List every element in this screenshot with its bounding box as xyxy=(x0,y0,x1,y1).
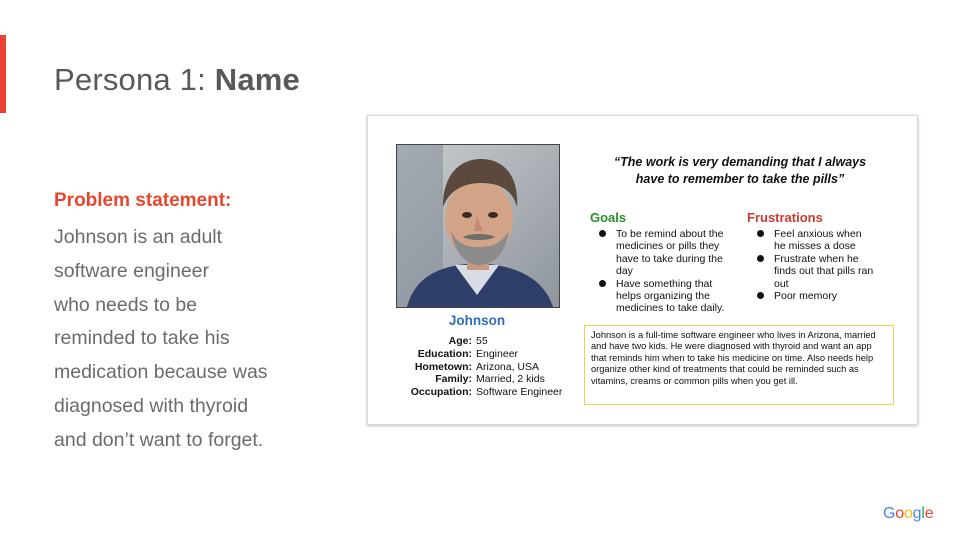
portrait-photo-icon xyxy=(396,144,560,308)
quote-line: “The work is very demanding that I always xyxy=(613,155,867,169)
problem-line: software engineer xyxy=(54,259,210,282)
problem-line: reminded to take his xyxy=(54,327,230,350)
problem-line: and don’t want to forget. xyxy=(54,428,264,451)
fact-row xyxy=(388,386,562,399)
slide-title xyxy=(54,62,300,98)
persona-card xyxy=(367,115,918,425)
logo-letter: o xyxy=(903,505,913,522)
fact-value: Arizona, USA xyxy=(476,360,540,373)
logo-letter: e xyxy=(924,505,934,522)
logo-letter: l xyxy=(921,505,925,522)
problem-line: medication because was xyxy=(54,361,268,384)
logo-letter: G xyxy=(883,505,896,522)
fact-label: Family: xyxy=(435,373,472,386)
persona-quote xyxy=(590,154,890,187)
logo-letter: g xyxy=(912,505,922,522)
accent-bar xyxy=(0,35,6,113)
fact-value: 55 xyxy=(476,335,488,347)
fact-value: Married, 2 kids xyxy=(476,373,545,386)
problem-line: who needs to be xyxy=(54,293,198,316)
goals-heading: Goals xyxy=(590,210,627,225)
fact-row xyxy=(388,348,562,361)
frustration-item: Frustrate when he finds out that pills ran out xyxy=(756,253,876,290)
fact-label: Occupation: xyxy=(410,386,472,399)
fact-label: Age: xyxy=(448,335,472,347)
fact-label: Education: xyxy=(417,347,472,360)
frustration-item: Feel anxious when he misses a dose xyxy=(756,228,876,253)
fact-row xyxy=(388,361,562,374)
frustrations-heading: Frustrations xyxy=(747,210,823,225)
fact-label: Hometown: xyxy=(414,360,472,373)
problem-line: Johnson is an adult xyxy=(54,226,223,248)
fact-row xyxy=(388,335,562,348)
quote-line: have to remember to take the pills” xyxy=(635,171,845,186)
portrait-illustration xyxy=(397,145,559,307)
goals-list xyxy=(598,228,728,315)
fact-value: Engineer xyxy=(476,347,519,360)
frustration-item: Poor memory xyxy=(756,290,876,302)
goal-item: To be remind about the medicines or pills they have to take during the day xyxy=(598,228,728,278)
persona-facts xyxy=(388,335,562,399)
fact-row xyxy=(388,373,562,386)
problem-statement-text xyxy=(54,221,294,458)
google-logo xyxy=(883,505,933,523)
goal-item: Have something that helps organizing the medicines to take daily. xyxy=(598,278,728,315)
title-name: Name xyxy=(214,62,300,97)
title-prefix: Persona 1: xyxy=(54,62,206,97)
persona-bio: Johnson is a full-time software engineer who lives in Arizona, married and have two kids. He were diagnosed with thyroid and want an app that reminds him when to take his medicine on time. Also needs help organize other kind of treatments that could be reminded such as vitamins, creams or common pills when you get ill. xyxy=(584,325,894,405)
persona-name: Johnson xyxy=(448,313,506,328)
logo-letter: o xyxy=(895,505,904,522)
fact-value: Software Engineer xyxy=(476,386,563,399)
frustrations-list xyxy=(756,228,876,302)
problem-line: diagnosed with thyroid xyxy=(54,394,249,417)
problem-statement-label: Problem statement: xyxy=(54,190,232,211)
